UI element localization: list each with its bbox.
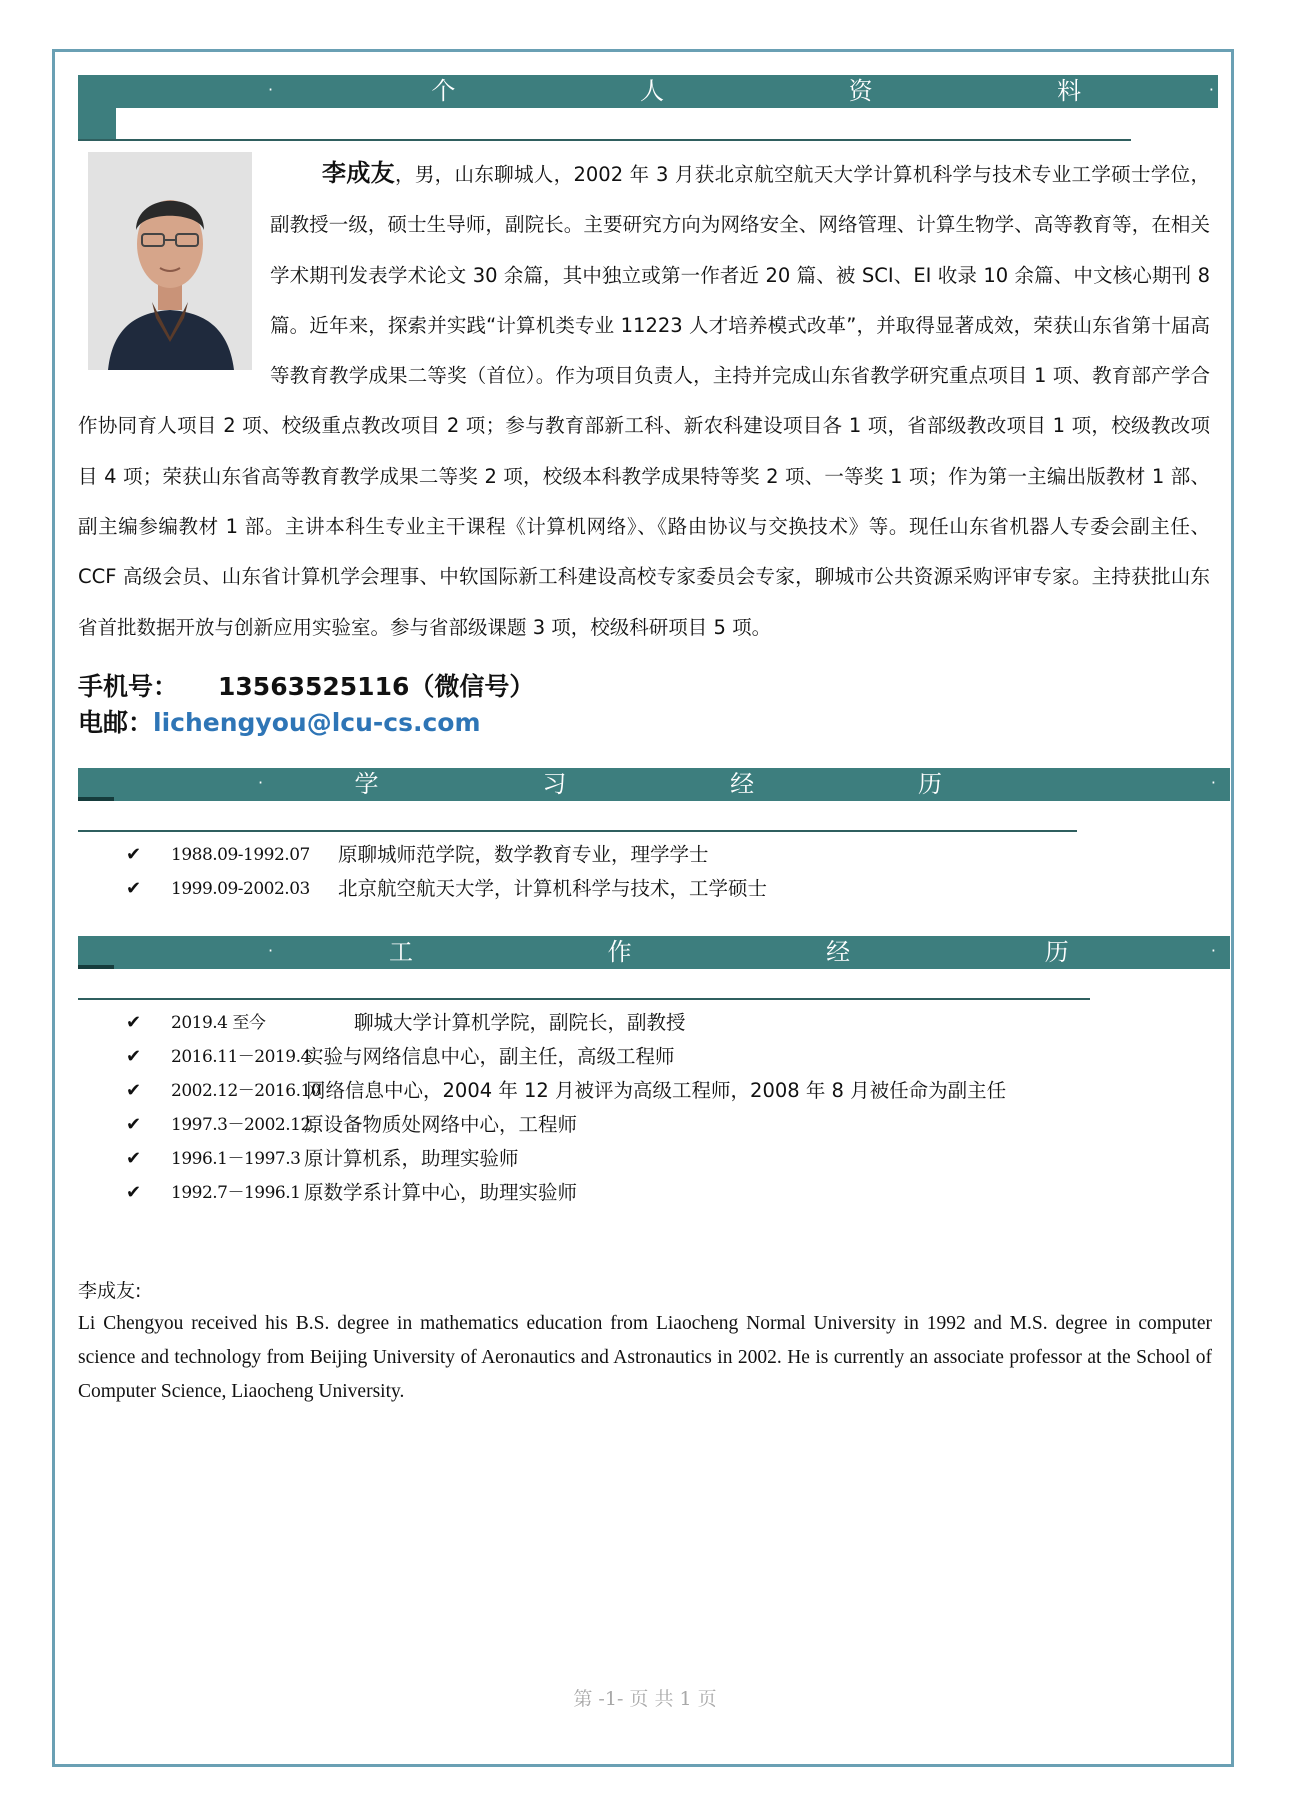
section-lead-block	[78, 108, 116, 139]
item-date: 1997.3－2002.12	[171, 1115, 311, 1135]
item-date: 2019.4 至今	[171, 1013, 266, 1033]
section-underline	[78, 139, 1131, 141]
section-title-char: 历	[918, 770, 942, 798]
item-desc: 实验与网络信息中心，副主任，高级工程师	[304, 1045, 675, 1068]
check-icon: ✔	[126, 1046, 142, 1067]
section-title-char: 人	[639, 77, 664, 105]
item-desc: 原计算机系，助理实验师	[304, 1147, 519, 1170]
english-summary: Li Chengyou received his B.S. degree in mathematics education from Liaocheng Normal University in 1992 and M.S. degree in computer science and technology from Beijing University of Aeronautics and Astronautics in 2002. He is currently an associate professor at the School of Computer Science, Liaocheng University.	[78, 1313, 1212, 1402]
email-label: 电邮：	[78, 708, 154, 737]
item-desc: 原数学系计算中心，助理实验师	[304, 1181, 578, 1204]
item-desc: 网络信息中心，2004 年 12 月被评为高级工程师，2008 年 8 月被任命为副主任	[306, 1079, 1007, 1102]
section-underline	[78, 998, 1090, 1000]
section-title-char: 料	[1057, 77, 1082, 105]
check-icon: ✔	[126, 1080, 142, 1101]
phone-row	[78, 667, 534, 703]
page-footer: 第 -1- 页 共 1 页	[573, 1688, 717, 1710]
profile-name: 李成友	[322, 159, 395, 187]
check-icon: ✔	[126, 1012, 142, 1033]
email-row	[78, 703, 481, 739]
section-title-char: 作	[607, 938, 632, 966]
item-date: 2016.11－2019.4	[171, 1047, 311, 1067]
profile-bio-text: ，男，山东聊城人，2002 年 3 月获北京航空航天大学计算机科学与技术专业工学硕士学位，副教授一级，硕士生导师，副院长。主要研究方向为网络安全、网络管理、计算生物学、高等教育等，在相关学术期刊发表学术论文 30 余篇，其中独立或第一作者近 20 篇、被 SCI、EI 收录 10 余篇、中文核心期刊 8 篇。近年来，探索并实践“计算机类专业 11223 人才培养模式改革”，并取得显著成效，荣获山东省第十届高等教育教学成果二等奖（首位）。作为项目负责人，主持并完成山东省教学研究重点项目 1 项、教育部产学合作协同育人项目 2 项、校级重点教改项目 2 项；参与教育部新工科、新农科建设项目各 1 项，省部级教改项目 1 项，校级教改项目 4 项；荣获山东省高等教育教学成果二等奖 2 项，校级本科教学成果特等奖 2 项、一等奖 1 项；作为第一主编出版教材 1 部、副主编参编教材 1 部。主讲本科生专业主干课程《计算机网络》、《路由协议与交换技术》等。现任山东省机器人专委会副主任、CCF 高级会员、山东省计算机学会理事、中软国际新工科建设高校专家委员会专家，聊城市公共资源采购评审专家。主持获批山东省首批数据开放与创新应用实验室。参与省部级课题 3 项，校级科研项目 5 项。	[78, 163, 1210, 639]
check-icon: ✔	[126, 844, 142, 865]
english-name: 李成友:	[78, 1280, 142, 1302]
section-title-char: 资	[848, 77, 873, 105]
section-header-work: · · 工 作 经 历	[78, 936, 1230, 969]
item-date: 1988.09-1992.07	[171, 845, 310, 865]
item-date: 1996.1－1997.3	[171, 1149, 301, 1169]
item-date: 2002.12－2016.10	[171, 1081, 322, 1101]
check-icon: ✔	[126, 1114, 142, 1135]
section-title-char: 经	[730, 770, 755, 798]
section-header-education: · · 学 习 经 历	[78, 768, 1230, 801]
item-desc: 原设备物质处网络中心，工程师	[304, 1113, 578, 1136]
phone-label: 手机号：	[78, 672, 179, 701]
check-icon: ✔	[126, 878, 142, 899]
phone-number: 13563525116（微信号）	[218, 672, 535, 701]
section-title-char: 历	[1044, 938, 1069, 966]
section-title-char: 个	[431, 77, 456, 105]
section-title-char: 习	[542, 770, 567, 798]
item-date: 1992.7－1996.1	[171, 1183, 301, 1203]
profile-bio	[78, 148, 1210, 653]
section-title-char: 工	[389, 938, 414, 966]
section-title-char: 经	[826, 938, 851, 966]
item-desc: 原聊城师范学院，数学教育专业，理学学士	[338, 843, 709, 866]
item-date: 1999.09-2002.03	[171, 879, 310, 899]
check-icon: ✔	[126, 1182, 142, 1203]
photo-spacer	[78, 148, 270, 370]
item-desc: 北京航空航天大学，计算机科学与技术，工学硕士	[338, 877, 768, 900]
section-title-char: 学	[354, 770, 379, 798]
section-header-profile: · · 个 人 资 料	[78, 75, 1218, 108]
email-link[interactable]: lichengyou@lcu-cs.com	[153, 708, 481, 737]
section-underline	[78, 830, 1077, 832]
item-desc: 聊城大学计算机学院，副院长，副教授	[354, 1011, 686, 1034]
check-icon: ✔	[126, 1148, 142, 1169]
